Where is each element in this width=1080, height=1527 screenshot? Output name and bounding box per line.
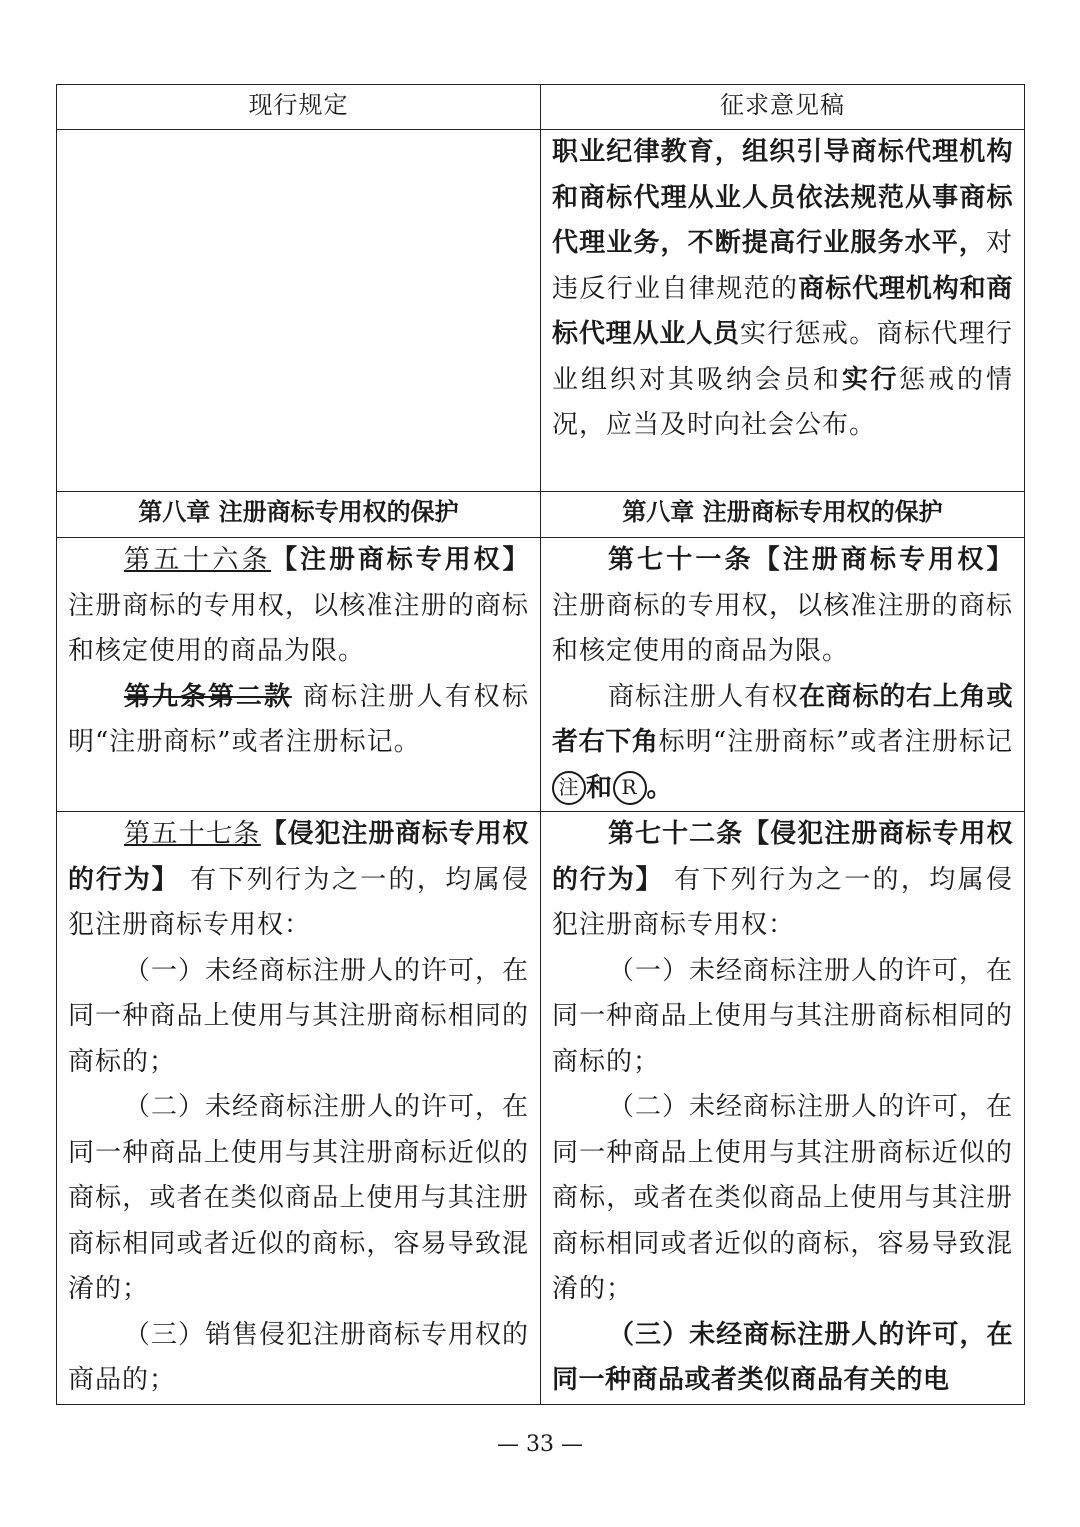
article-paragraph — [68, 538, 529, 675]
plain-text: 对违反行业自律规范的 — [552, 228, 1013, 304]
header-draft: 征求意见稿 — [541, 85, 1025, 130]
article-heading: 【侵犯注册商标专用权的行为】 — [68, 819, 529, 895]
article-number: 第五十七条 — [124, 819, 261, 849]
registered-zhu-symbol: 注 — [552, 771, 586, 805]
plain-text: 商标注册人有权 — [608, 681, 799, 712]
article-paragraph — [68, 675, 529, 766]
article-number: 第七十二条 — [608, 819, 744, 849]
page-number: — 33 — — [497, 1432, 583, 1457]
plain-text: 惩戒的情况，应当及时向社会公布。 — [552, 364, 1013, 440]
added-text: 实行 — [841, 364, 899, 395]
article-body: 有下列行为之一的，均属侵犯注册商标专用权： — [68, 864, 529, 940]
cell-article-71 — [541, 538, 1025, 812]
article-number: 第七十一条 — [608, 545, 754, 575]
added-text: 。 — [646, 772, 674, 803]
article-paragraph — [552, 812, 1013, 949]
article-body: 注册商标的专用权，以核准注册的商标和核定使用的商品为限。 — [68, 590, 529, 666]
added-text: 职业纪律教育，组织引导商标代理机构和商标代理从业人员依法规范从事商标代理业务，不断提高行业服务水平， — [552, 137, 1013, 258]
plain-text: 实行惩戒。商标代理行业组织对其吸纳会员和 — [552, 319, 1013, 395]
article-heading: 【侵犯注册商标专用权的行为】 — [552, 819, 1013, 895]
article-paragraph — [68, 812, 529, 949]
chapter-title-left: 第八章 注册商标专用权的保护 — [57, 492, 541, 538]
table-row — [57, 130, 1025, 492]
header-current-rules: 现行规定 — [57, 85, 541, 130]
article-body: 注册商标的专用权，以核准注册的商标和核定使用的商品为限。 — [552, 590, 1013, 666]
article-number: 第五十六条 — [124, 545, 272, 575]
cell-article-72 — [541, 812, 1025, 1405]
added-text: 和 — [586, 772, 613, 803]
registered-r-symbol: R — [613, 771, 647, 805]
article-body: 有下列行为之一的，均属侵犯注册商标专用权： — [552, 864, 1013, 940]
added-text: 商标代理机构和商标代理从业人员 — [552, 273, 1013, 349]
list-item: （二）未经商标注册人的许可，在同一种商品上使用与其注册商标近似的商标，或者在类似商品上使用与其注册商标相同或者近似的商标，容易导致混淆的； — [68, 1092, 530, 1304]
article-heading: 【注册商标专用权】 — [753, 545, 1013, 575]
cell-right-continuation — [541, 130, 1025, 492]
list-item: （三）销售侵犯注册商标专用权的商品的； — [68, 1319, 530, 1395]
deleted-reference: 第九条第二款 — [124, 681, 292, 712]
cell-article-57 — [57, 812, 541, 1405]
added-text: 在商标的右上角或者右下角 — [552, 681, 1013, 757]
list-item: （一）未经商标注册人的许可，在同一种商品上使用与其注册商标相同的商标的； — [552, 955, 1014, 1077]
table-row — [57, 812, 1025, 1405]
list-item: （一）未经商标注册人的许可，在同一种商品上使用与其注册商标相同的商标的； — [68, 955, 530, 1077]
table-row — [57, 538, 1025, 812]
continuation-paragraph — [552, 130, 1013, 449]
chapter-title-right: 第八章 注册商标专用权的保护 — [541, 492, 1025, 538]
article-body: 商标注册人有权标明“注册商标”或者注册标记。 — [68, 681, 529, 757]
cell-left-empty — [57, 130, 541, 492]
article-paragraph — [552, 538, 1013, 675]
article-heading: 【注册商标专用权】 — [271, 545, 529, 575]
plain-text: 标明“注册商标”或者注册标记 — [658, 727, 1013, 757]
list-item-added: （三）未经商标注册人的许可，在同一种商品或者类似商品有关的电 — [552, 1319, 1013, 1395]
chapter-row — [57, 492, 1025, 538]
article-paragraph — [552, 675, 1013, 812]
list-item: （二）未经商标注册人的许可，在同一种商品上使用与其注册商标近似的商标，或者在类似商品上使用与其注册商标相同或者近似的商标，容易导致混淆的； — [552, 1092, 1014, 1304]
comparison-table — [56, 84, 1025, 1405]
header-row — [57, 85, 1025, 130]
cell-article-56 — [57, 538, 541, 812]
